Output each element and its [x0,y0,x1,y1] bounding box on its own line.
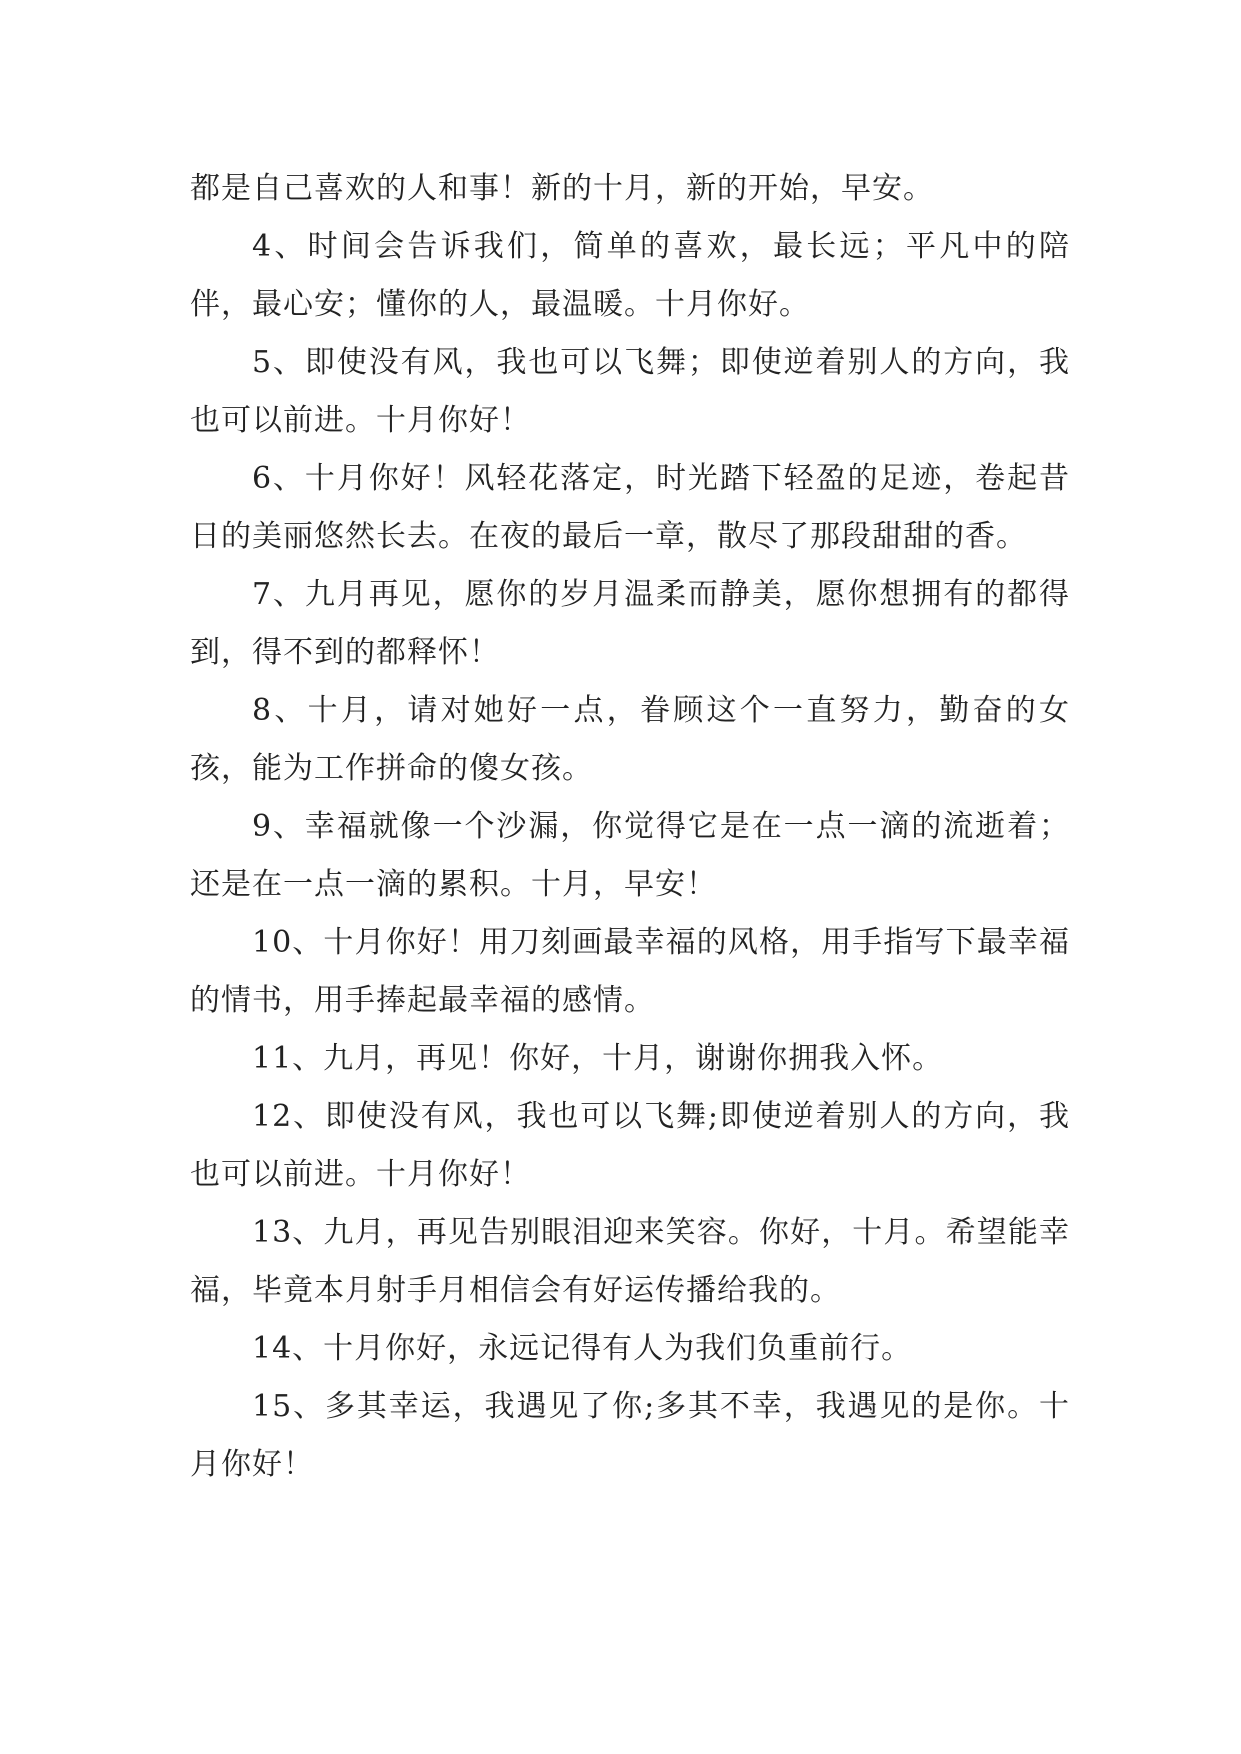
paragraph-item-7: 7、九月再见，愿你的岁月温柔而静美，愿你想拥有的都得到，得不到的都释怀！ [190,577,1070,670]
document-body [190,160,1070,1494]
paragraph-item-12: 12、即使没有风，我也可以飞舞;即使逆着别人的方向，我也可以前进。十月你好！ [190,1099,1070,1192]
paragraph-item-10: 10、十月你好！用刀刻画最幸福的风格，用手指写下最幸福的情书，用手捧起最幸福的感情。 [190,925,1070,1018]
paragraph-item-8: 8、十月，请对她好一点，眷顾这个一直努力，勤奋的女孩，能为工作拼命的傻女孩。 [190,693,1070,786]
paragraph-item-15: 15、多其幸运，我遇见了你;多其不幸，我遇见的是你。十月你好！ [190,1389,1070,1482]
paragraph-item-6: 6、十月你好！风轻花落定，时光踏下轻盈的足迹，卷起昔日的美丽悠然长去。在夜的最后一章，散尽了那段甜甜的香。 [190,461,1070,554]
paragraph-continuation: 都是自己喜欢的人和事！新的十月，新的开始，早安。 [190,171,934,206]
paragraph-item-9: 9、幸福就像一个沙漏，你觉得它是在一点一滴的流逝着；还是在一点一滴的累积。十月，早安！ [190,809,1070,902]
paragraph-item-11: 11、九月，再见！你好，十月，谢谢你拥我入怀。 [252,1041,944,1076]
paragraph-item-14: 14、十月你好，永远记得有人为我们负重前行。 [252,1331,913,1366]
paragraph-item-4: 4、时间会告诉我们，简单的喜欢，最长远；平凡中的陪伴，最心安；懂你的人，最温暖。十月你好。 [190,229,1070,322]
paragraph-item-13: 13、九月，再见告别眼泪迎来笑容。你好，十月。希望能幸福，毕竟本月射手月相信会有好运传播给我的。 [190,1215,1070,1308]
paragraph-item-5: 5、即使没有风，我也可以飞舞；即使逆着别人的方向，我也可以前进。十月你好！ [190,345,1070,438]
